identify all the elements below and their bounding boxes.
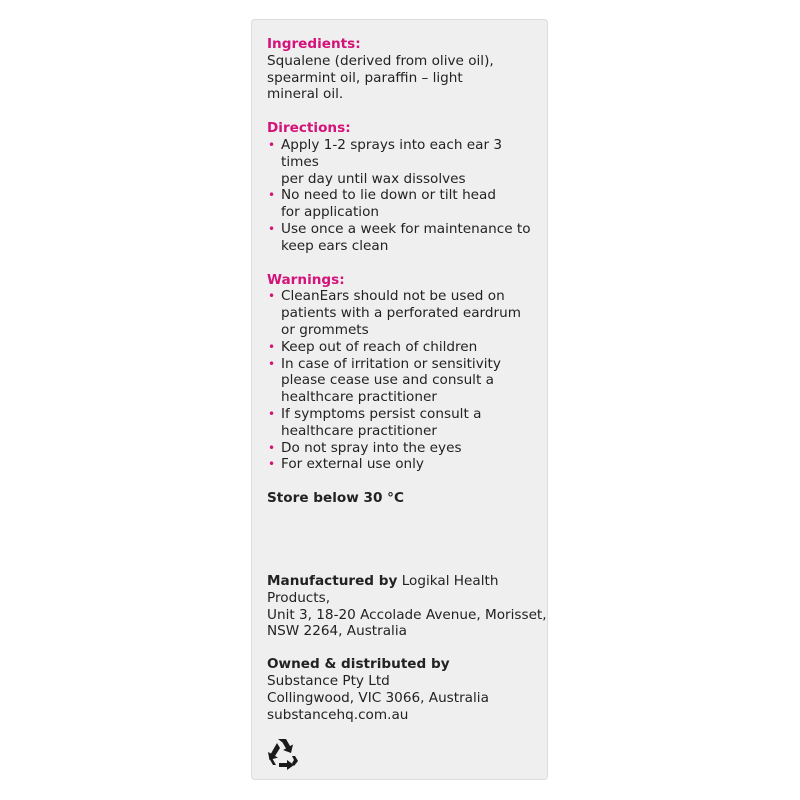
ingredients-line: spearmint oil, paraffin – light (267, 69, 463, 86)
list-item: • CleanEars should not be used on patients with a perforated eardrum or grommets (268, 288, 521, 338)
bullet-icon: • (268, 339, 276, 354)
bullet-icon: • (268, 440, 276, 455)
list-item: • No need to lie down or tilt head for application (268, 187, 497, 221)
bullet-icon: • (268, 188, 276, 203)
list-item: • If symptoms persist consult a healthcare practitioner (268, 405, 482, 439)
bullet-icon: • (268, 356, 276, 371)
bullet-icon: • (268, 221, 276, 236)
ingredients-heading: Ingredients: (267, 36, 361, 52)
warnings-list (267, 288, 542, 473)
recycle-icon (266, 736, 300, 770)
label-content (267, 36, 542, 507)
product-label-panel (251, 19, 548, 780)
directions-heading: Directions: (267, 120, 351, 137)
ingredients-line: mineral oil. (267, 86, 344, 103)
warnings-heading: Warnings: (267, 271, 345, 288)
distributor-line: Collingwood, VIC 3066, Australia (267, 689, 489, 706)
bullet-icon: • (268, 457, 276, 472)
manufacturer-info (267, 573, 552, 723)
list-item: • In case of irritation or sensitivity please cease use and consult a healthcare practitioner (268, 355, 501, 406)
manufacturer-name: Logikal Health Products, (267, 573, 499, 606)
distributor-website: substancehq.com.au (267, 706, 409, 723)
list-item: • Use once a week for maintenance to keep ears clean (268, 220, 531, 254)
bullet-icon: • (268, 137, 276, 152)
bullet-icon: • (268, 406, 276, 421)
storage-instruction: Store below 30 °C (267, 490, 404, 507)
distributor-label: Owned & distributed by (267, 656, 450, 673)
bullet-icon: • (268, 289, 276, 304)
manufacturer-label: Manufactured by (267, 573, 398, 589)
list-item: • Do not spray into the eyes (268, 439, 462, 456)
manufacturer-address-line: NSW 2264, Australia (267, 623, 407, 640)
list-item: • Keep out of reach of children (268, 338, 478, 355)
manufacturer-address-line: Unit 3, 18-20 Accolade Avenue, Morisset, (267, 606, 547, 623)
list-item: • Apply 1-2 sprays into each ear 3 times per day until wax dissolves (268, 136, 503, 187)
ingredients-line: Squalene (derived from olive oil), (267, 52, 494, 69)
distributor-line: Substance Pty Ltd (267, 672, 390, 689)
list-item: • For external use only (268, 456, 424, 473)
directions-list (267, 137, 542, 255)
